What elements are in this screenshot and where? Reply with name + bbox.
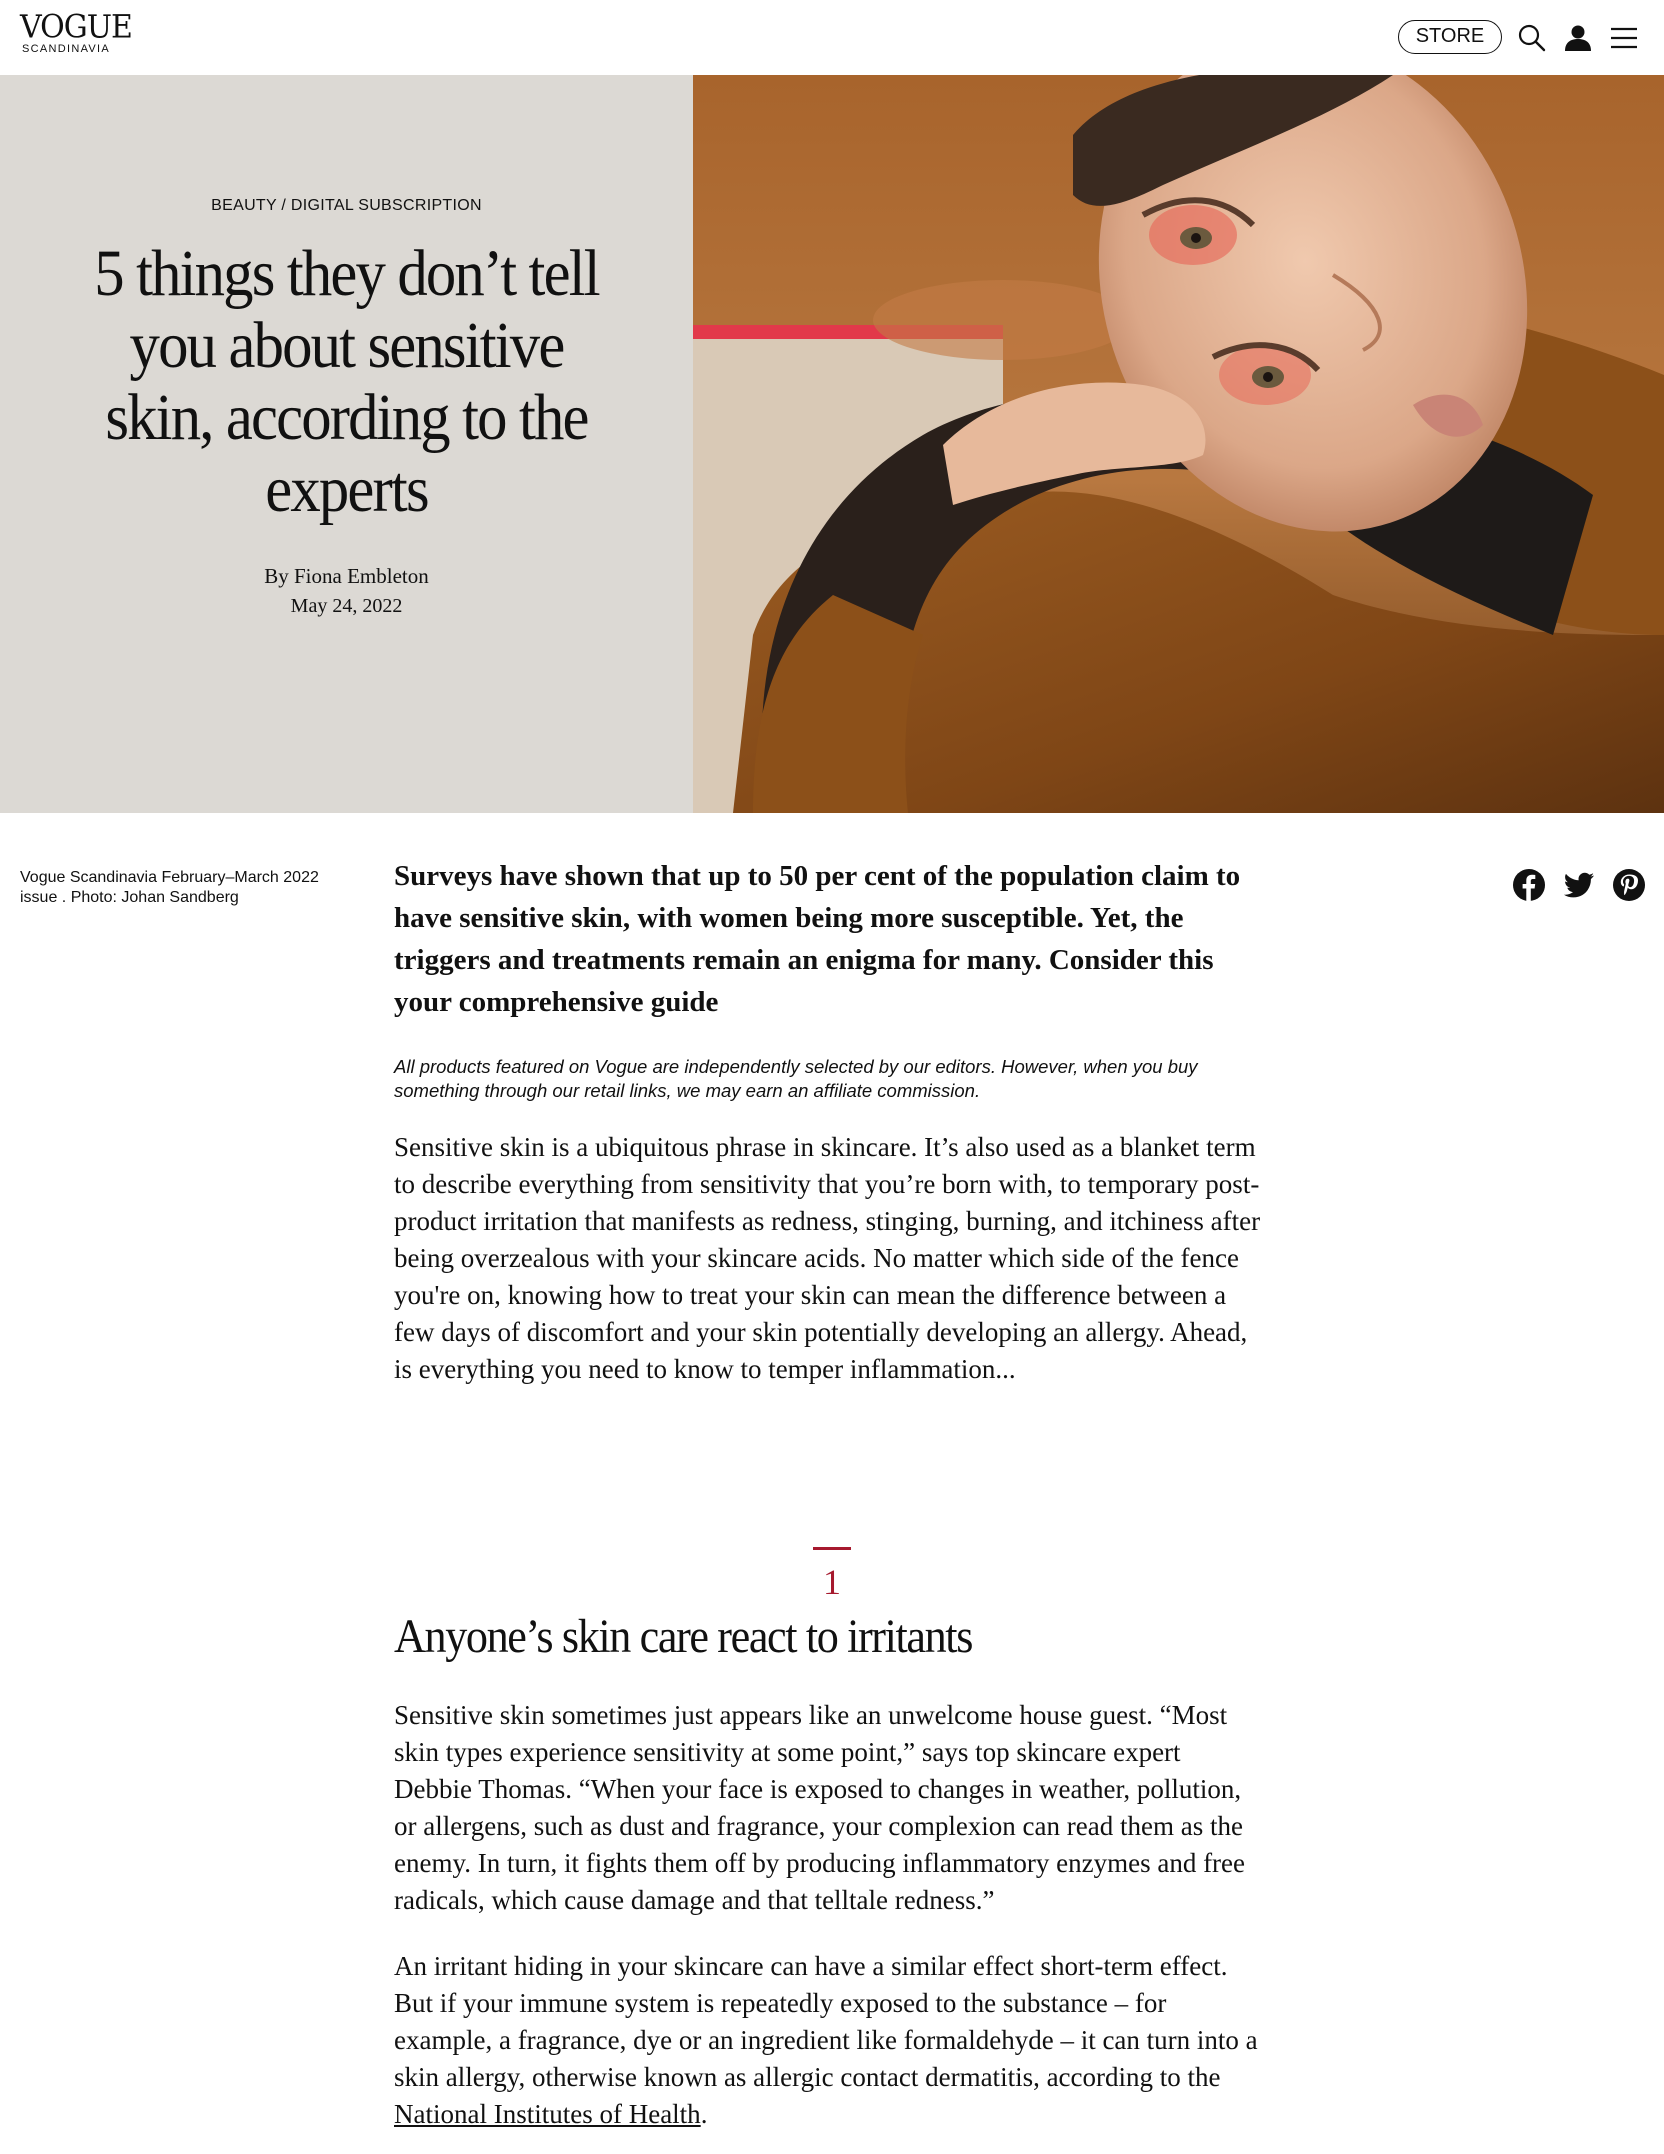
affiliate-disclaimer: All products featured on Vogue are independently selected by our editors. However, when you buy something through our retail links, we may earn an affiliate commission.	[394, 1056, 1198, 1101]
hero-photo	[693, 75, 1664, 813]
nih-link[interactable]: National Institutes of Health	[394, 2099, 701, 2129]
pinterest-icon[interactable]	[1612, 868, 1646, 902]
paragraph-end: .	[700, 2099, 708, 2129]
menu-icon[interactable]	[1608, 22, 1640, 54]
portrait-illustration	[693, 75, 1664, 813]
article-byline[interactable]: By Fiona Embleton	[264, 564, 429, 588]
photo-caption: Vogue Scandinavia February–March 2022 issue . Photo: Johan Sandberg	[20, 869, 319, 906]
article-lede: Surveys have shown that up to 50 per cent of the population claim to have sensitive skin, with women being more susceptible. Yet, the triggers and treatments remain an enigma for many. Consider this your comprehensive guide	[394, 860, 1241, 1018]
article-title: 5 things they don’t tell you about sensitive skin, according to the experts	[94, 237, 599, 526]
intro-paragraph: Sensitive skin is a ubiquitous phrase in skincare. It’s also used as a blanket term to describe everything from sensitivity that you’re born with, to temporary post-product irritation that manifests as redness, stinging, burning, and itchiness after being overzealous with your skincare acids. No matter which side of the fence you're on, knowing how to treat your skin can mean the difference between a few days of discomfort and your skin potentially developing an allergy. Ahead, is everything you need to know to temper inflammation...	[394, 1132, 1261, 1384]
logo-wordmark: VOGUE	[20, 9, 132, 46]
section-divider	[813, 1547, 851, 1550]
section-number: 1	[823, 1562, 841, 1602]
site-header	[0, 0, 1664, 75]
logo-edition: SCANDINAVIA	[21, 43, 111, 55]
vogue-logo[interactable]	[20, 9, 132, 56]
article-date: May 24, 2022	[290, 595, 403, 617]
twitter-icon[interactable]	[1562, 868, 1596, 902]
facebook-icon[interactable]	[1512, 868, 1546, 902]
store-button[interactable]: STORE	[1398, 20, 1502, 54]
search-icon[interactable]	[1516, 22, 1548, 54]
user-icon[interactable]	[1562, 22, 1594, 54]
body-paragraph: Sensitive skin sometimes just appears like an unwelcome house guest. “Most skin types experience sensitivity at some point,” says top skincare expert Debbie Thomas. “When your face is exposed to changes in weather, pollution, or allergens, such as dust and fragrance, your complexion can read them as the enemy. In turn, it fights them off by producing inflammatory enzymes and free radicals, which cause damage and that telltale redness.”	[394, 1700, 1246, 1915]
body-paragraph-nih	[394, 1948, 1264, 2133]
paragraph-text: An irritant hiding in your skincare can have a similar effect short-term effect. But if your immune system is repeatedly exposed to the substance – for example, a fragrance, dye or an ingredient like formaldehyde – it can turn into a skin allergy, otherwise known as allergic contact dermatitis, according to the	[394, 1951, 1258, 2092]
article-category[interactable]: BEAUTY / DIGITAL SUBSCRIPTION	[211, 197, 482, 214]
section-heading: Anyone’s skin care react to irritants	[394, 1610, 973, 1663]
